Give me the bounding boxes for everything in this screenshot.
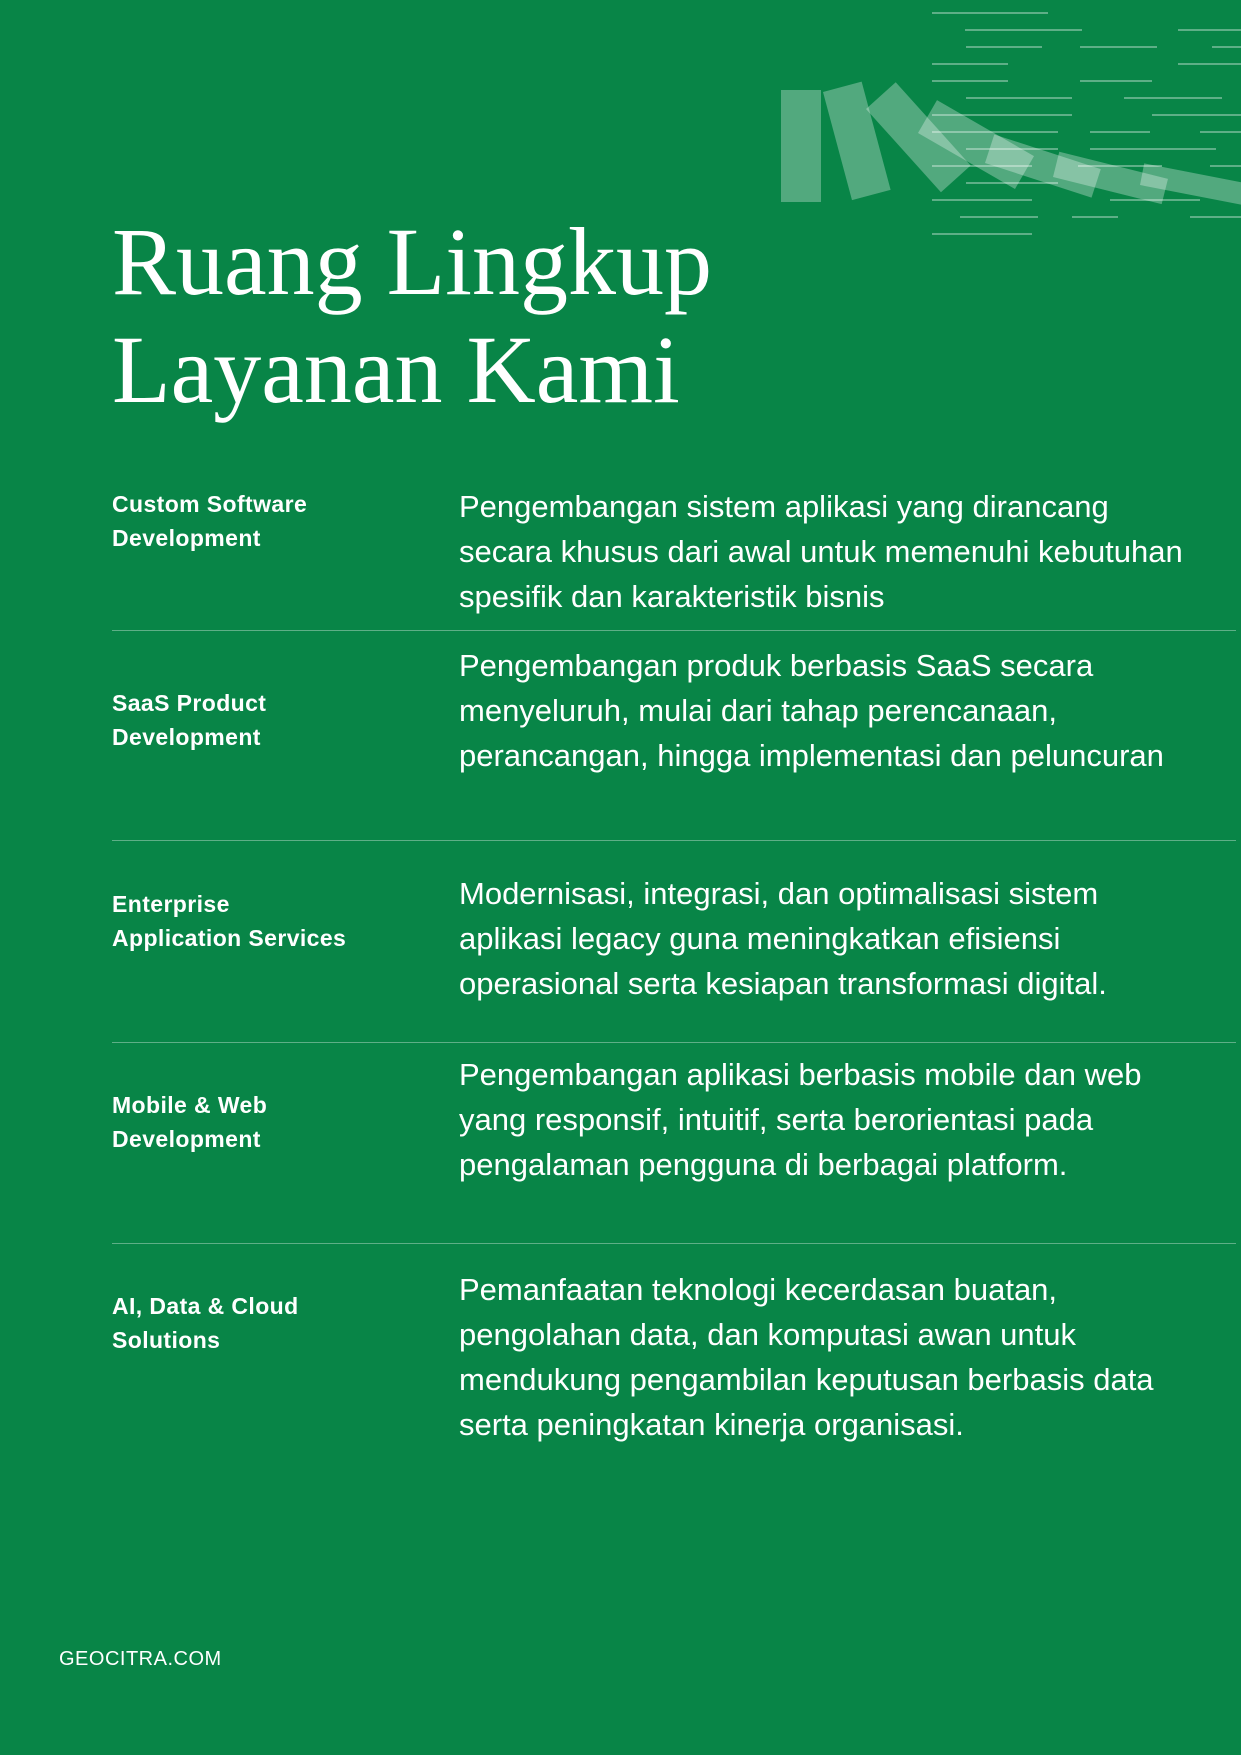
services-list: [112, 484, 1236, 1454]
service-description: Pengembangan sistem aplikasi yang dirancang secara khusus dari awal untuk memenuhi kebutuhan spesifik dan karakteristik bisnis: [459, 489, 1183, 614]
service-description: Modernisasi, integrasi, dan optimalisasi sistem aplikasi legacy guna meningkatkan efisiensi operasional serta kesiapan transformasi digital.: [459, 876, 1107, 1001]
page-title-line-2: Layanan Kami: [112, 316, 680, 423]
footer-website: GEOCITRA.COM: [59, 1648, 222, 1670]
service-row-saas-product: [112, 631, 1236, 841]
service-name: Mobile & Web Development: [112, 1092, 268, 1152]
service-row-ai-data-cloud: [112, 1244, 1236, 1454]
service-row-custom-software: [112, 484, 1236, 631]
service-description: Pengembangan produk berbasis SaaS secara menyeluruh, mulai dari tahap perencanaan, perancangan, hingga implementasi dan peluncuran: [459, 648, 1164, 773]
service-name: AI, Data & Cloud Solutions: [112, 1293, 299, 1353]
service-name: SaaS Product Development: [112, 690, 267, 750]
service-description: Pemanfaatan teknologi kecerdasan buatan, pengolahan data, dan komputasi awan untuk mendukung pengambilan keputusan berbasis data serta peningkatan kinerja organisasi.: [459, 1272, 1154, 1442]
page-title: [112, 208, 912, 424]
service-name: Enterprise Application Services: [112, 891, 347, 951]
service-row-mobile-web: [112, 1043, 1236, 1244]
service-description: Pengembangan aplikasi berbasis mobile dan web yang responsif, intuitif, serta berorientasi pada pengalaman pengguna di berbagai platform.: [459, 1057, 1142, 1182]
service-name: Custom Software Development: [112, 491, 308, 551]
service-row-enterprise-application: [112, 841, 1236, 1043]
page-title-line-1: Ruang Lingkup: [112, 208, 712, 315]
